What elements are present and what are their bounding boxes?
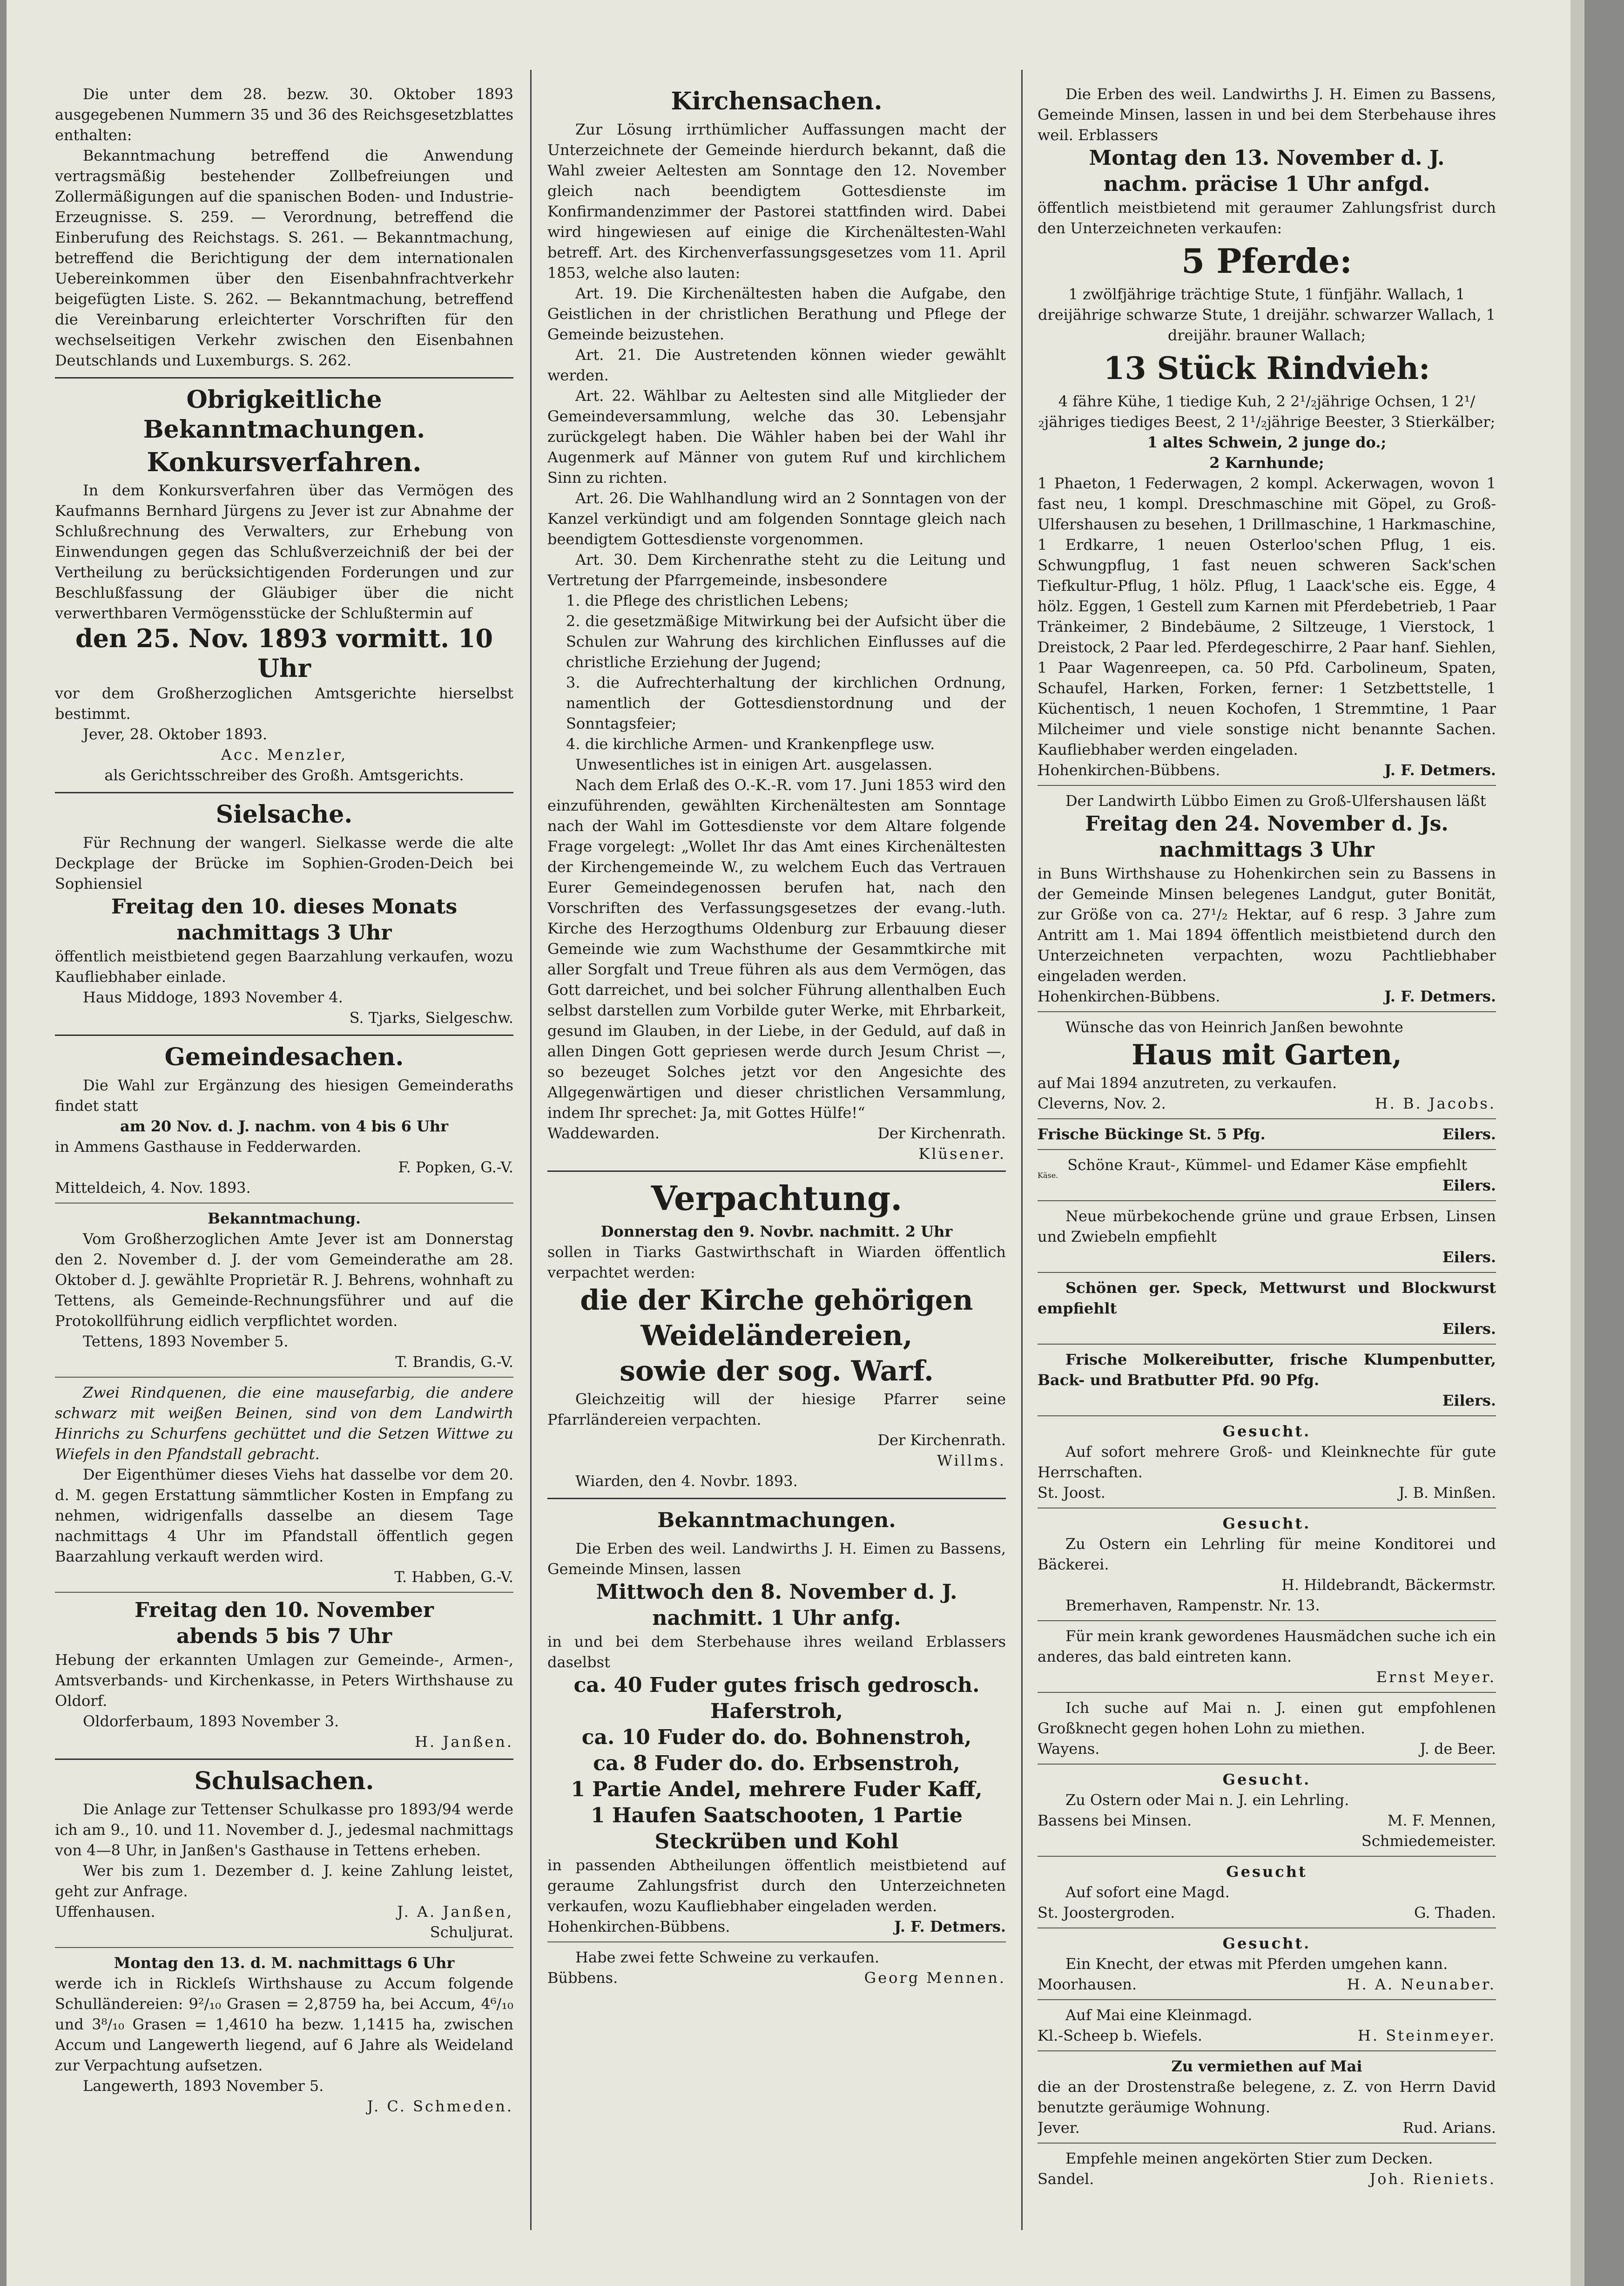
verm-sig: Rud. Arians.: [1402, 2119, 1496, 2137]
haus-big: Haus mit Garten,: [1132, 1039, 1402, 1071]
verp-big3: sowie der sog. Warf.: [620, 1355, 934, 1387]
column-rule: [530, 70, 532, 2230]
divider: [55, 1947, 513, 1948]
bekannt-sig: T. Brandis, G.-V.: [395, 1353, 513, 1371]
ges1-sig: J. B. Minßen.: [1398, 1484, 1496, 1501]
ges3-signature: [1038, 1810, 1496, 1831]
bek-signature: [547, 1916, 1006, 1937]
gemeinde-place: Mitteldeich, 4. Nov. 1893.: [55, 1179, 251, 1197]
klein-signature: [1038, 2025, 1496, 2046]
konkurs-date: den 25. Nov. 1893 vormitt. 10 Uhr: [75, 623, 493, 683]
art26: Art. 26. Die Wahlhandlung wird an 2 Sonntagen von der Kanzel verkündigt und am folgenden Sonntage gleich nach beendigtem Gottesdienste vorgenommen.: [547, 489, 1006, 548]
ges4-heading: Gesucht: [1226, 1863, 1307, 1880]
bek-text: Die Erben des weil. Landwirths J. H. Eimen zu Bassens, Gemeinde Minsen, lassen: [547, 1540, 1006, 1578]
schul-text: Die Anlage zur Tettenser Schulkasse pro 1893/94 werde ich am 9., 10. und 11. November d. J., jedesmal nachmittags von 4—8 Uhr, in Janßen's Gasthause in Tettens erheben.: [55, 1800, 513, 1859]
schwein-text: 1 altes Schwein, 2 junge do.;: [1147, 433, 1387, 451]
konkurs-text2: vor dem Großherzoglichen Amtsgerichte hierselbst bestimmt.: [55, 684, 513, 723]
art21: Art. 21. Die Austretenden können wieder gewählt werden.: [547, 346, 1006, 384]
luebbo-date2: nachmittags 3 Uhr: [1159, 838, 1375, 862]
ges4-place: St. Joostergroden.: [1038, 1904, 1175, 1921]
verp-text2: Gleichzeitig will der hiesige Pfarrer seine Pfarrländereien verpachten.: [547, 1390, 1006, 1428]
stier-signature: [1038, 2169, 1496, 2189]
obrig-heading: Obrigkeitliche Bekanntmachungen.: [143, 386, 425, 444]
verp-place: Wiarden, den 4. Novbr. 1893.: [575, 1472, 798, 1490]
luebbo-signature: [1038, 986, 1496, 1007]
erbsen-text: Neue mürbekochende grüne und graue Erbsen, Linsen und Zwiebeln empfiehlt: [1038, 1207, 1496, 1245]
schw-text: Habe zwei fette Schweine zu verkaufen.: [575, 1948, 880, 1966]
divider: [1038, 1620, 1496, 1621]
gemeinde-heading: Gemeindesachen.: [164, 1043, 404, 1071]
freitag-date2: abends 5 bis 7 Uhr: [176, 1624, 392, 1648]
konkurs-place: Jever, 28. Oktober 1893.: [83, 725, 268, 743]
siel-sig: S. Tjarks, Sielgeschw.: [349, 1009, 513, 1027]
bek-item: 1 Partie Andel, mehrere Fuder Kaff,: [571, 1778, 983, 1801]
ges3-sig1: M. F. Mennen,: [1387, 1812, 1496, 1829]
rindvieh-text: 4 fähre Kühe, 1 tiedige Kuh, 2 2¹/₂jährige Ochsen, 1 2¹/₂jähriges tiediges Beest, 2 1¹/₂jährige Beester, 3 Stierkälber;: [1038, 392, 1496, 431]
divider: [55, 792, 513, 793]
erben-text2: öffentlich meistbietend mit geraumer Zahlungsfrist durch den Unterzeichneten verkaufen:: [1038, 199, 1496, 237]
divider: [1038, 1692, 1496, 1693]
ges1-heading: Gesucht.: [1222, 1422, 1311, 1440]
gross-sig: J. de Beer.: [1420, 1740, 1496, 1758]
gross-place: Wayens.: [1038, 1740, 1100, 1758]
klein-place: Kl.-Scheep b. Wiefels.: [1038, 2027, 1203, 2044]
ges2-sig: H. Hildebrandt, Bäckermstr.: [1281, 1576, 1496, 1594]
konkurs-heading: Konkursverfahren.: [147, 447, 422, 478]
verm-text: die an der Drostenstraße belegene, z. Z. von Herrn David benutzte geräumige Wohnung.: [1038, 2078, 1496, 2116]
ges5-place: Moorhausen.: [1038, 1975, 1137, 1993]
verp-date: Donnerstag den 9. Novbr. nachmitt. 2 Uhr: [600, 1223, 953, 1240]
butter-text: Frische Molkereibutter, frische Klumpenbutter, Back- und Bratbutter Pfd. 90 Pfg.: [1038, 1351, 1496, 1389]
verm-place: Jever.: [1038, 2119, 1080, 2137]
divider: [1038, 1415, 1496, 1416]
ges5-signature: [1038, 1974, 1496, 1995]
bek-date1: Mittwoch den 8. November d. J.: [596, 1580, 957, 1604]
divider: [547, 1170, 1006, 1172]
verp-sig1: Der Kirchenrath.: [877, 1431, 1006, 1449]
column-rule: [1021, 70, 1023, 2230]
divider: [1038, 1999, 1496, 2000]
erben-signature: [1038, 760, 1496, 780]
pferde-heading: 5 Pferde:: [1181, 241, 1352, 281]
buecking-text: Frische Bückinge St. 5 Pfg.: [1038, 1125, 1266, 1143]
divider: [1038, 1856, 1496, 1857]
column-3: [1038, 84, 1496, 2189]
art30: Art. 30. Dem Kirchenrathe steht zu die Leitung und Vertretung der Pfarrgemeinde, insbesondere: [547, 551, 1006, 589]
klein-text: Auf Mai eine Kleinmagd.: [1065, 2006, 1253, 2024]
schul-signature: [55, 1901, 513, 1922]
bek-date2: nachmitt. 1 Uhr anfg.: [652, 1606, 901, 1630]
bek-item: ca. 8 Fuder do. do. Erbsenstroh,: [593, 1752, 960, 1775]
unwes: Unwesentliches ist in einigen Art. ausgelassen.: [575, 756, 933, 773]
luebbo-sig: J. F. Detmers.: [1384, 987, 1496, 1005]
verp-heading: Verpachtung.: [651, 1178, 903, 1218]
ges1-place: St. Joost.: [1038, 1484, 1105, 1501]
haus-text2: auf Mai 1894 anzutreten, zu verkaufen.: [1038, 1074, 1337, 1092]
divider: [55, 1377, 513, 1378]
siel-heading: Sielsache.: [216, 800, 353, 829]
verp-text: sollen in Tiarks Gastwirthschaft in Wiarden öffentlich verpachtet werden:: [547, 1243, 1006, 1281]
column-2: [547, 84, 1006, 1988]
luebbo-text2: in Buns Wirthshause zu Hohenkirchen sein zu Bassens in der Gemeinde Minsen belegenes Landgut, guter Bonität, zur Größe von ca. 27¹/₂ Hektar, auf 6 resp. 3 Jahre zum Antritt am 1. Mai 1894 öffentlich meistbietend durch den Unterzeichneten verpachten, wozu Pachtliebhaber eingeladen werden.: [1038, 865, 1496, 985]
divider: [1038, 2143, 1496, 2144]
erlass: Nach dem Erlaß des O.-K.-R. vom 17. Juni 1853 wird den einzuführenden, gewählten Kirchenältesten am Sonntage nach der Wahl im Gottesdienste vor dem Altare folgende Frage vorgelegt: „Wollet Ihr das Amt eines Kirchenältesten der Kirchengemeinde W., zu welchem Euch das Vertrauen Eurer Gemeindegenossen berufen hat, nach den Vorschriften des Verfassungsgesetzes der evang.-luth. Kirche des Herzogthums Oldenburg zur Erbauung dieser Gemeinde wie zum Wachsthume der Gesammtkirche mit aller Sorgfalt und Treue führen als aus dem Vermögen, das Gott darreichet, und bei solcher Führung allenthalben Euch selbst darstellen zum Vorbilde guter Werke, mit Ehrbarkeit, gesund im Glauben, in der Liebe, in der Geduld, auf daß in allen Dingen Gott gepriesen werde durch Jesum Christ —, so bezeuget Solches jetzt vor den Angesichte des Allgegenwärtigen und dieser christlichen Versammlung, indem Ihr sprechet: Ja, mit Gottes Hülfe!“: [547, 776, 1006, 1122]
newspaper-page: [7, 0, 1584, 2286]
bekannt-text: Vom Großherzoglichen Amte Jever ist am Donnerstag den 2. November d. J. der vom Gemeinderathe am 28. Oktober d. J. gewählte Proprietär R. J. Behrens, wohnhaft zu Tettens, als Gemeinde-Rechnungsführer und auf die Protokollführung eidlich verpflichtet worden.: [55, 1230, 513, 1330]
freitag-date1: Freitag den 10. November: [135, 1598, 434, 1622]
karnhunde-text: 2 Karnhunde;: [1209, 454, 1324, 472]
divider: [1038, 1011, 1496, 1012]
kirchen-signature: [547, 1123, 1006, 1143]
schul-sig1: J. A. Janßen,: [397, 1903, 513, 1921]
divider: [1038, 785, 1496, 786]
bek-text2: in und bei dem Sterbehause ihres weiland Erblassers daselbst: [547, 1633, 1006, 1671]
siel-text: Für Rechnung der wangerl. Sielkasse werde die alte Deckplage der Brücke im Sophien-Groden-Deich bei Sophiensiel: [55, 834, 513, 893]
bek-item: ca. 10 Fuder do. do. Bohnenstroh,: [581, 1725, 972, 1749]
kirchen-place: Waddewarden.: [547, 1124, 660, 1142]
ges1-signature: [1038, 1482, 1496, 1503]
gemeinde-sig: F. Popken, G.-V.: [398, 1158, 513, 1176]
divider: [1038, 1344, 1496, 1345]
montag-date: Montag den 13. d. M. nachmittags 6 Uhr: [114, 1954, 455, 1972]
divider: [1038, 1118, 1496, 1119]
montag-sig: J. C. Schmeden.: [367, 2097, 513, 2115]
siel-date1: Freitag den 10. dieses Monats: [111, 895, 458, 919]
konkurs-sig1: Acc. Menzler,: [221, 746, 348, 764]
bek-text3: in passenden Abtheilungen öffentlich meistbietend auf geraume Zahlungsfrist durch den Unterzeichneten verkaufen, wozu Kaufliebhaber eingeladen werden.: [547, 1856, 1006, 1915]
gross-text: Ich suche auf Mai n. J. einen gut empfohlenen Großknecht gegen hohen Lohn zu miethen.: [1038, 1699, 1496, 1737]
rind-text2: Der Eigenthümer dieses Viehs hat dasselbe vor dem 20. d. M. gegen Erstattung sämmtlicher Kosten in Empfang zu nehmen, widrigenfalls dasselbe an diesem Tage nachmittags 4 Uhr im Pfandstall öffentlich gegen Baarzahlung verkauft werden wird.: [55, 1466, 513, 1565]
ges4-sig: G. Thaden.: [1414, 1904, 1496, 1921]
bekannt-heading: Bekanntmachung.: [207, 1210, 361, 1227]
bek-heading: Bekanntmachungen.: [657, 1508, 896, 1532]
bek-place: Hohenkirchen-Bübbens.: [547, 1918, 730, 1935]
schul-text2: Wer bis zum 1. Dezember d. J. keine Zahlung leistet, geht zur Anfrage.: [55, 1862, 513, 1900]
ges3-sig2: Schmiedemeister.: [1361, 1832, 1496, 1850]
schw-sig: Georg Mennen.: [864, 1969, 1006, 1987]
rind-text: Zwei Rindquenen, die eine mausefarbig, die andere schwarz mit weißen Beinen, sind von dem Landwirth Hinrichs zu Schurfens gechüttet und die Setzen Wittwe zu Wiefels in den Pfandstall gebracht.: [55, 1384, 513, 1463]
ges1-text: Auf sofort mehrere Groß- und Kleinknechte für gute Herrschaften.: [1038, 1443, 1496, 1481]
ges2-text: Zu Ostern ein Lehrling für meine Konditorei und Bäckerei.: [1038, 1535, 1496, 1573]
geraete-text: 1 Phaeton, 1 Federwagen, 2 kompl. Ackerwagen, wovon 1 fast neu, 1 kompl. Dreschmaschine mit Göpel, zu Groß-Ulfershausen zu besehen, 1 Drillmaschine, 1 Harkmaschine, 1 Erdkarre, 1 neuen Osterloo'schen Pflug, 1 eis. Schwungpflug, 1 fast neuen schweren Sack'schen Tiefkultur-Pflug, 1 hölz. Pflug, 1 Laack'sche eis. Egge, 4 hölz. Eggen, 1 Gestell zum Karnen mit Pferdebetrieb, 1 Paar Tränkeimer, 2 Bindebäume, 2 Siltzeuge, 1 Vierstock, 1 Dreistock, 2 Paar led. Pferdegeschirre, 2 Paar hanf. Siehlen, 1 Paar Wagenreepen, ca. 50 Pfd. Carbolineum, Spaten, Schaufel, Harken, Forken, ferner: 1 Setzbettstelle, 1 Küchentisch, 1 neuen Kochofen, 1 Stremmtine, 1 Paar Milcheimer und viele sonstige nicht benannte Sachen. Kaufliebhaber werden eingeladen.: [1038, 474, 1496, 758]
kirchen-sig2: Klüsener.: [918, 1145, 1006, 1163]
list-item: 1. die Pflege des christlichen Lebens;: [566, 592, 849, 609]
ges5-heading: Gesucht.: [1222, 1934, 1311, 1952]
list-item: 3. die Aufrechterhaltung der kirchlichen Ordnung, namentlich der Gottesdienstordnung und der Sonntagsfeier;: [566, 674, 1006, 732]
erben-date2: nachm. präcise 1 Uhr anfgd.: [1103, 172, 1430, 196]
haus-signature: [1038, 1093, 1496, 1114]
divider: [55, 1035, 513, 1036]
ges2-heading: Gesucht.: [1222, 1515, 1311, 1532]
krank-sig: Ernst Meyer.: [1376, 1668, 1496, 1686]
krank-text: Für mein krank gewordenes Hausmädchen suche ich ein anderes, das bald eintreten kann.: [1038, 1627, 1496, 1665]
verp-big1: die der Kirche gehörigen: [580, 1284, 973, 1317]
ges3-text: Zu Ostern oder Mai n. J. ein Lehrling.: [1065, 1791, 1349, 1809]
bek-item: Haferstroh,: [710, 1699, 843, 1723]
bek-item: ca. 40 Fuder gutes frisch gedrosch.: [573, 1673, 980, 1697]
gemeinde-text2: in Ammens Gasthause in Fedderwarden.: [55, 1138, 362, 1156]
ges3-heading: Gesucht.: [1222, 1771, 1311, 1788]
gemeinde-date: am 20 Nov. d. J. nachm. von 4 bis 6 Uhr: [120, 1117, 448, 1135]
column-1: [55, 84, 513, 2117]
reichsgesetz-text: Bekanntmachung betreffend die Anwendung vertragsmäßig bestehender Zollbefreiungen und Zollermäßigungen auf die spanischen Boden- und Industrie-Erzeugnisse. S. 259. — Verordnung, betreffend die Einberufung des Reichstags. S. 261. — Bekanntmachung, betreffend die Berichtigung der dem internationalen Uebereinkommen über den Eisenbahnfrachtverkehr beigefügten Liste. S. 262. — Bekanntmachung, betreffend die Vereinbarung erleichterter Vorschriften für den wechselseitigen Verkehr zwischen den Eisenbahnen Deutschlands und Luxemburgs. S. 262.: [55, 147, 513, 369]
luebbo-date1: Freitag den 24. November d. Js.: [1085, 812, 1449, 836]
schul-place: Uffenhausen.: [55, 1903, 155, 1921]
divider: [1038, 1764, 1496, 1765]
haus-text: Wünsche das von Heinrich Janßen bewohnte: [1065, 1018, 1403, 1036]
stier-place: Sandel.: [1038, 2170, 1094, 2188]
bek-item: Steckrüben und Kohl: [654, 1830, 899, 1853]
gross-signature: [1038, 1738, 1496, 1759]
divider: [55, 1592, 513, 1593]
art22: Art. 22. Wählbar zu Aeltesten sind alle Mitglieder der Gemeindeversammlung, welche das 30. Lebensjahr zurückgelegt haben. Die Wähler haben bei der Wahl ihr Augenmerk auf Männer von gutem Ruf und kirchlichem Sinn zu richten.: [547, 387, 1006, 487]
schul-sig2: Schuljurat.: [430, 1923, 513, 1941]
buecking-sig: Eilers.: [1442, 1125, 1496, 1143]
reichsgesetz-intro: Die unter dem 28. bezw. 30. Oktober 1893 ausgegebenen Nummern 35 und 36 des Reichsgesetzblattes enthalten:: [55, 85, 513, 144]
erben-text: Die Erben des weil. Landwirths J. H. Eimen zu Bassens, Gemeinde Minsen, lassen in und bei dem Sterbehause ihres weil. Erblassers: [1038, 85, 1496, 144]
kaese-sig: Eilers.: [1442, 1177, 1496, 1194]
gemeinde-text: Die Wahl zur Ergänzung des hiesigen Gemeinderaths findet statt: [55, 1076, 513, 1115]
montag-text: werde ich in Rickleſs Wirthshause zu Accum folgende Schulländereien: 9²/₁₀ Grasen = 2,8759 ha, bei Accum, 4⁶/₁₀ und 3⁸/₁₀ Grasen = 1,4610 ha bezw. 1,1415 ha, zwischen Accum und Langewerth liegend, auf 6 Jahre als Weideland zur Verpachtung aufsetzen.: [55, 1975, 513, 2074]
divider: [547, 1941, 1006, 1942]
kaese-text: Schöne Kraut-, Kümmel- und Edamer Käse empfiehlt: [1067, 1156, 1468, 1174]
haus-place: Cleverns, Nov. 2.: [1038, 1095, 1166, 1112]
ges4-text: Auf sofort eine Magd.: [1065, 1883, 1230, 1901]
ges3-place: Bassens bei Minsen.: [1038, 1812, 1192, 1829]
speck-text: Schönen ger. Speck, Mettwurst und Blockwurst empfiehlt: [1038, 1279, 1496, 1317]
schw-place: Bübbens.: [547, 1969, 618, 1987]
freitag-sig: H. Janßen.: [415, 1733, 513, 1751]
luebbo-text: Der Landwirth Lübbo Eimen zu Groß-Ulfershausen läßt: [1065, 792, 1486, 810]
divider: [55, 1758, 513, 1760]
haus-sig: H. B. Jacobs.: [1375, 1095, 1496, 1112]
kaese-big: Käse.: [1038, 1170, 1058, 1180]
siel-date2: nachmittags 3 Uhr: [176, 921, 392, 945]
page-edge: [1570, 0, 1584, 2286]
butter-sig: Eilers.: [1442, 1392, 1496, 1409]
list-item: 2. die gesetzmäßige Mitwirkung bei der Aufsicht über die Schulen zur Wahrung des kirchlichen Einflusses auf die christliche Erziehung der Jugend;: [566, 612, 1006, 671]
divider: [55, 377, 513, 379]
divider: [547, 1498, 1006, 1499]
verp-sig2: Willms.: [937, 1452, 1006, 1469]
bek-item: 1 Haufen Saatschooten, 1 Partie: [590, 1804, 963, 1827]
ges5-sig: H. A. Neunaber.: [1347, 1975, 1496, 1993]
kirchen-sig1: Der Kirchenrath.: [877, 1124, 1006, 1142]
stier-text: Empfehle meinen angekörten Stier zum Decken.: [1065, 2150, 1433, 2167]
buecking-ad: [1038, 1124, 1496, 1144]
schw-signature: [547, 1968, 1006, 1988]
speck-sig: Eilers.: [1442, 1320, 1496, 1338]
verm-heading: Zu vermiethen auf Mai: [1171, 2057, 1362, 2075]
erbsen-sig: Eilers.: [1442, 1248, 1496, 1266]
freitag-text: Hebung der erkannten Umlagen zur Gemeinde-, Armen-, Amtsverbands- und Kirchenkasse, in Peters Wirthshause zu Oldorf.: [55, 1651, 513, 1710]
erben-sig: J. F. Detmers.: [1384, 761, 1496, 779]
verm-signature: [1038, 2117, 1496, 2138]
rindvieh-heading: 13 Stück Rindvieh:: [1103, 350, 1430, 386]
schul-heading: Schulsachen.: [194, 1767, 374, 1795]
erben-place: Hohenkirchen-Bübbens.: [1038, 761, 1220, 779]
art19: Art. 19. Die Kirchenältesten haben die Aufgabe, den Geistlichen in der christlichen Berathung und Pflege der Gemeinde beizustehen.: [547, 284, 1006, 343]
divider: [1038, 1272, 1496, 1273]
konkurs-sig2: als Gerichtsschreiber des Großh. Amtsgerichts.: [104, 766, 464, 784]
klein-sig: H. Steinmeyer.: [1357, 2027, 1496, 2044]
bek-sig: J. F. Detmers.: [894, 1918, 1006, 1935]
divider: [1038, 2050, 1496, 2051]
divider: [1038, 1200, 1496, 1201]
bekannt-place: Tettens, 1893 November 5.: [83, 1332, 289, 1350]
luebbo-place: Hohenkirchen-Bübbens.: [1038, 987, 1220, 1005]
ges4-signature: [1038, 1902, 1496, 1923]
pferde-text: 1 zwölfjährige trächtige Stute, 1 fünfjähr. Wallach, 1 dreijährige schwarze Stute, 1 dreijähr. schwarzer Wallach, 1 dreijähr. brauner Wallach;: [1038, 285, 1496, 344]
verp-big2: Weideländereien,: [640, 1319, 913, 1352]
konkurs-text: In dem Konkursverfahren über das Vermögen des Kaufmanns Bernhard Jürgens zu Jever ist zur Abnahme der Schlußrechnung des Verwalters, zur Erhebung von Einwendungen gegen das Schlußverzeichniß der bei der Vertheilung zu berücksichtigenden Forderungen und zur Beschlußfassung der Gläubiger über die nicht verwerthbaren Vermögensstücke der Schlußtermin auf: [55, 481, 513, 622]
kirchen-text: Zur Lösung irrthümlicher Auffassungen macht der Unterzeichnete der Gemeinde hierdurch bekannt, daß die Wahl zweier Aeltesten am Sonntage den 12. November gleich nach beendigtem Gottesdienste im Konfirmandenzimmer der Pastorei stattfinden wird. Dabei wird hingewiesen auf einige die Kirchenältesten-Wahl betreff. Art. des Kirchenverfassungsgesetzes vom 11. April 1853, welche also lauten:: [547, 121, 1006, 282]
ges5-text: Ein Knecht, der etwas mit Pferden umgehen kann.: [1065, 1955, 1448, 1973]
rind-sig: T. Habben, G.-V.: [394, 1568, 513, 1586]
list-item: 4. die kirchliche Armen- und Krankenpflege usw.: [566, 735, 935, 753]
erben-date1: Montag den 13. November d. J.: [1089, 146, 1445, 170]
stier-sig: Joh. Rieniets.: [1369, 2170, 1496, 2188]
ges2-place: Bremerhaven, Rampenstr. Nr. 13.: [1065, 1596, 1320, 1614]
divider: [55, 1203, 513, 1204]
siel-text2: öffentlich meistbietend gegen Baarzahlung verkaufen, wozu Kaufliebhaber einlade.: [55, 947, 513, 986]
kirchen-heading: Kirchensachen.: [671, 87, 883, 115]
siel-place: Haus Middoge, 1893 November 4.: [83, 988, 343, 1006]
kaese-ad: [1038, 1155, 1496, 1196]
divider: [1038, 1149, 1496, 1150]
montag-place: Langewerth, 1893 November 5.: [83, 2077, 324, 2095]
freitag-place: Oldorferbaum, 1893 November 3.: [83, 1712, 339, 1730]
